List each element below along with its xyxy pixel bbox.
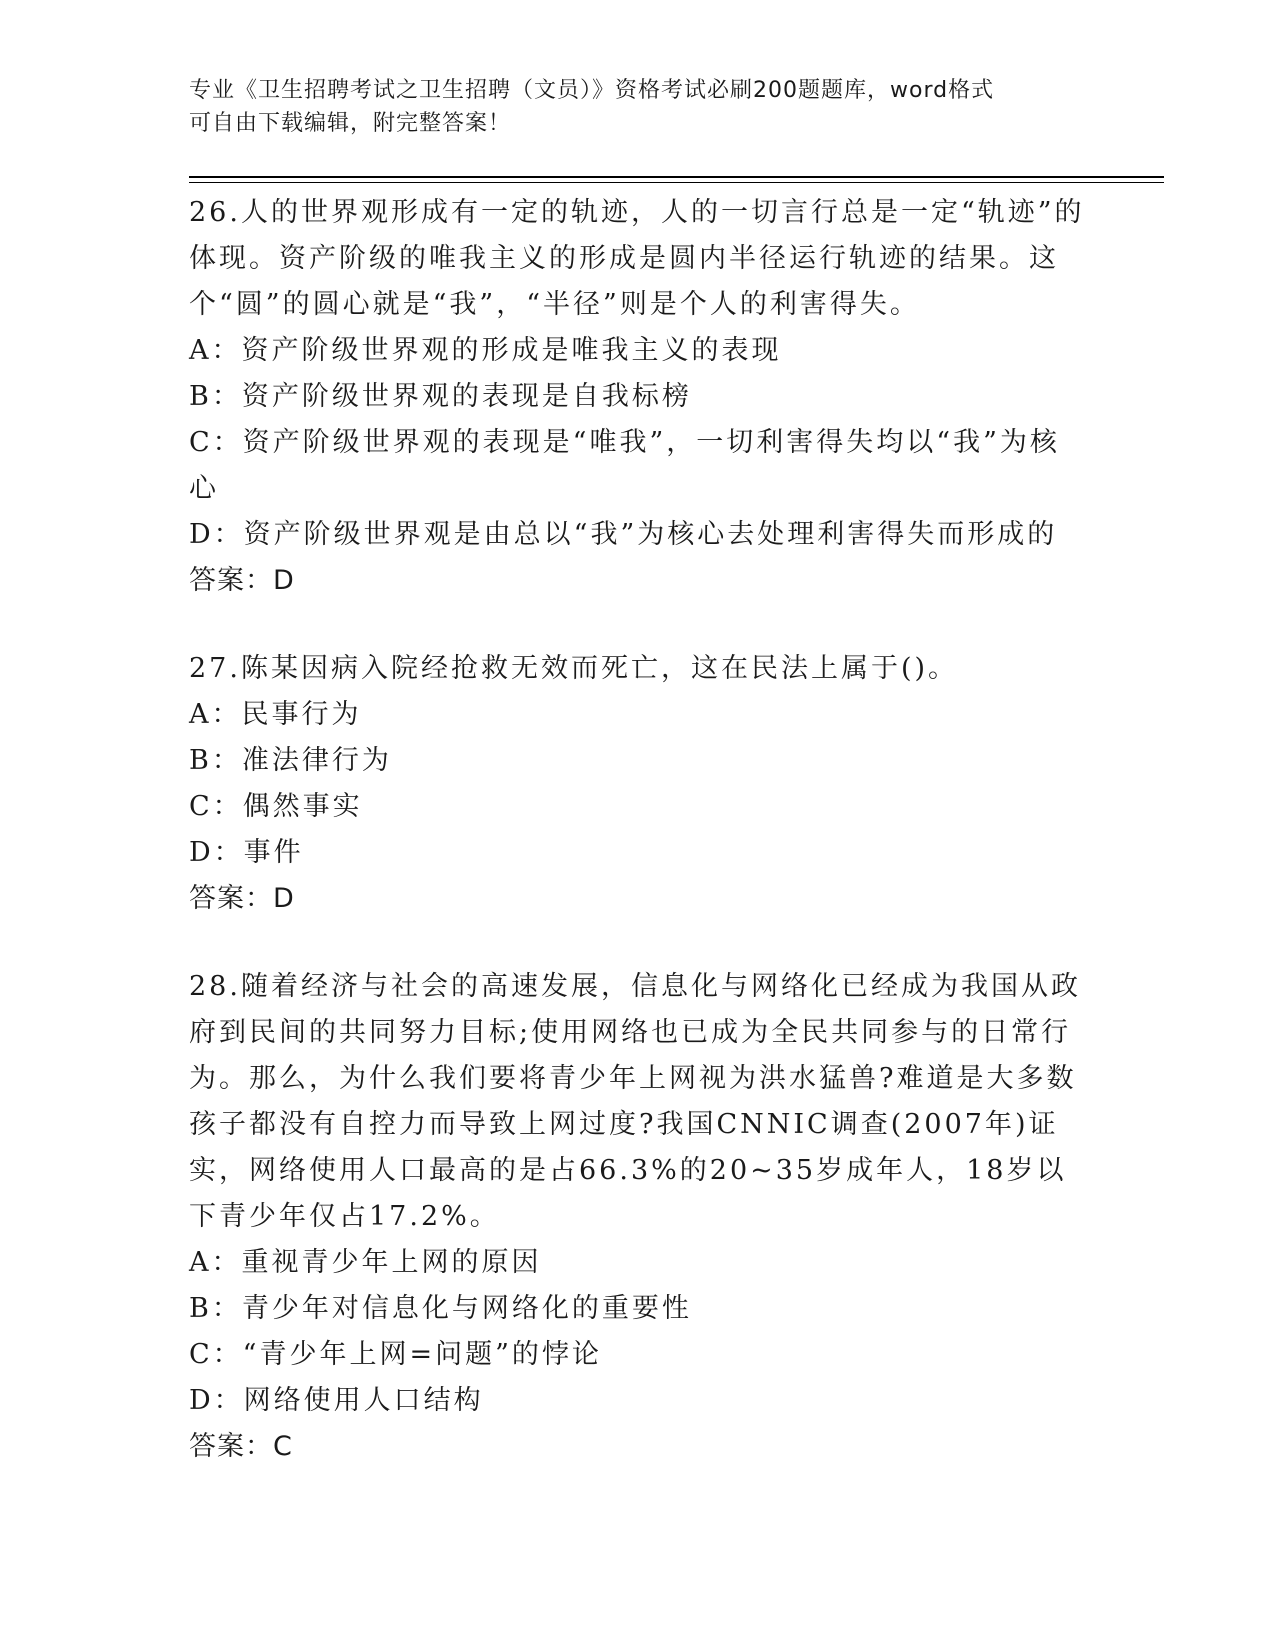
spacer	[189, 604, 1089, 646]
question-28	[189, 964, 1089, 1470]
question-26	[189, 190, 1089, 604]
option-c: C：偶然事实	[189, 791, 363, 822]
option-d: D：网络使用人口结构	[189, 1385, 484, 1416]
option-d: D：资产阶级世界观是由总以“我”为核心去处理利害得失而形成的	[189, 519, 1058, 550]
option-b: B：青少年对信息化与网络化的重要性	[189, 1293, 692, 1324]
answer: 答案：C	[189, 1431, 293, 1462]
option-b: B：资产阶级世界观的表现是自我标榜	[189, 381, 692, 412]
question-stem: 28.随着经济与社会的高速发展，信息化与网络化已经成为我国从政府到民间的共同努力目标;使用网络也已成为全民共同参与的日常行为。那么，为什么我们要将青少年上网视为洪水猛兽?难道是大多数孩子都没有自控力而导致上网过度?我国CNNIC调查(2007年)证实，网络使用人口最高的是占66.3%的20~35岁成年人，18岁以下青少年仅占17.2%。	[189, 971, 1081, 1232]
spacer	[189, 922, 1089, 964]
document-header	[189, 74, 1089, 140]
answer: 答案：D	[189, 883, 295, 914]
question-stem: 27.陈某因病入院经抢救无效而死亡，这在民法上属于()。	[189, 653, 959, 684]
option-d: D：事件	[189, 837, 304, 868]
option-a: A：民事行为	[189, 699, 362, 730]
option-b: B：准法律行为	[189, 745, 392, 776]
question-stem: 26.人的世界观形成有一定的轨迹，人的一切言行总是一定“轨迹”的体现。资产阶级的唯我主义的形成是圆内半径运行轨迹的结果。这个“圆”的圆心就是“我”，“半径”则是个人的利害得失。	[189, 197, 1085, 320]
option-a: A：资产阶级世界观的形成是唯我主义的表现	[189, 335, 782, 366]
question-27	[189, 646, 1089, 922]
option-a: A：重视青少年上网的原因	[189, 1247, 542, 1278]
header-line-2: 可自由下载编辑，附完整答案！	[189, 111, 512, 136]
option-c: C：“青少年上网=问题”的悖论	[189, 1339, 602, 1370]
header-line-1: 专业《卫生招聘考试之卫生招聘（文员）》资格考试必刷200题题库，word格式	[189, 78, 995, 103]
answer: 答案：D	[189, 565, 295, 596]
header-divider-thin	[189, 182, 1164, 183]
header-divider-thick	[189, 176, 1164, 178]
option-c: C：资产阶级世界观的表现是“唯我”，一切利害得失均以“我”为核心	[189, 427, 1060, 504]
question-list	[189, 190, 1089, 1470]
